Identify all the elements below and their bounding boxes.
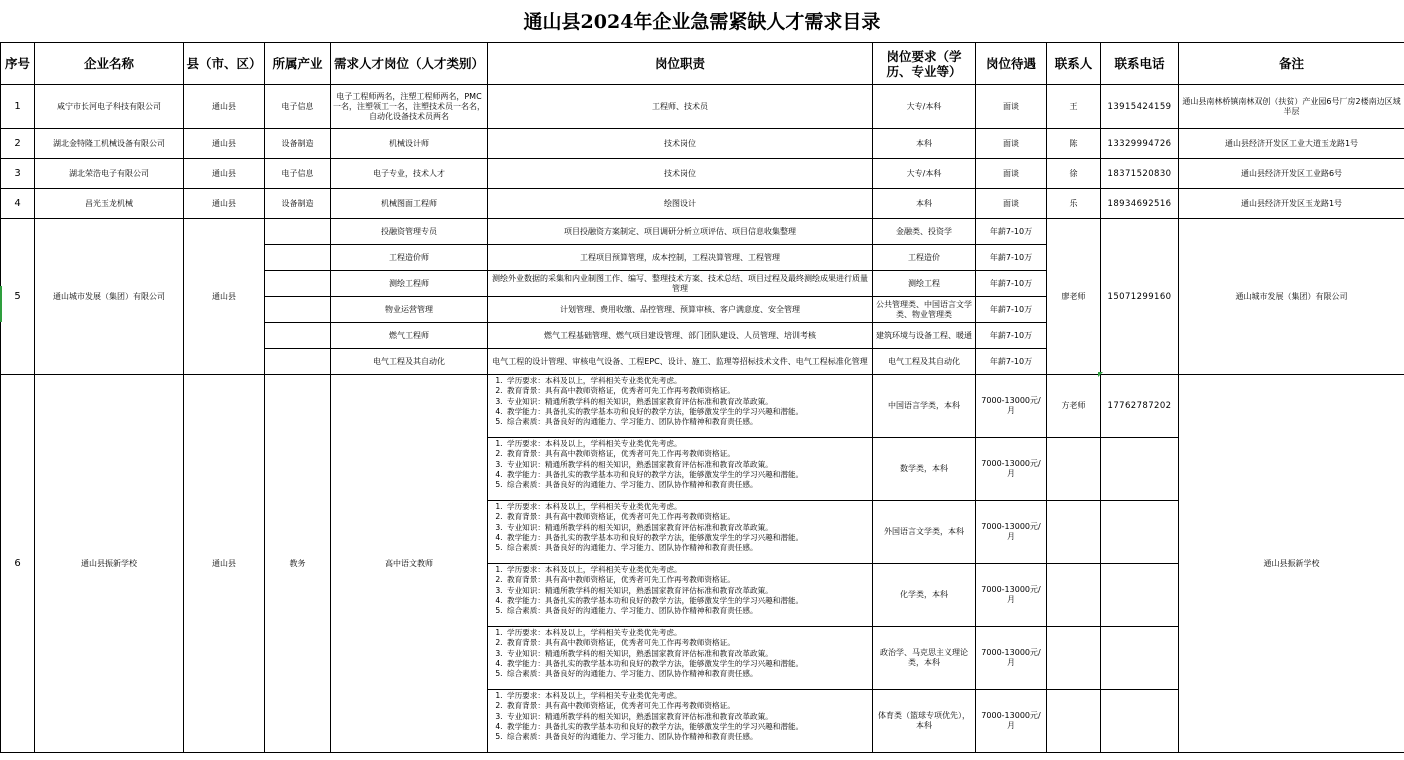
header-note: 备注 bbox=[1179, 43, 1404, 85]
duty-item: 3. 专业知识：精通所教学科的相关知识，熟悉国家教育评估标准和教育改革政策。 bbox=[505, 649, 869, 659]
duty-item: 4. 教学能力：具备扎实的教学基本功和良好的教学方法，能够激发学生的学习兴趣和潜能。 bbox=[505, 722, 869, 732]
table-row bbox=[1, 189, 1404, 219]
cell-requirement: 金融类、投资学 bbox=[873, 219, 976, 245]
cell-contact: 方老师 bbox=[1047, 375, 1101, 438]
table-row bbox=[1, 159, 1404, 189]
cell-duty bbox=[488, 564, 873, 627]
cell-duty: 技术岗位 bbox=[488, 159, 873, 189]
cell-company: 通山城市发展（集团）有限公司 bbox=[35, 219, 184, 375]
cell-position: 投融资管理专员 bbox=[331, 219, 488, 245]
header-requirement: 岗位要求（学历、专业等） bbox=[873, 43, 976, 85]
cell-requirement: 电气工程及其自动化 bbox=[873, 349, 976, 375]
cell-salary: 年薪7-10万 bbox=[976, 271, 1047, 297]
cell-seq: 5 bbox=[1, 219, 35, 375]
cell-contact: 乐 bbox=[1047, 189, 1101, 219]
cell-industry bbox=[265, 219, 331, 245]
cell-contact bbox=[1047, 690, 1101, 753]
duty-item: 1. 学历要求：本科及以上，学科相关专业类优先考虑。 bbox=[505, 376, 869, 386]
duty-item: 3. 专业知识：精通所教学科的相关知识，熟悉国家教育评估标准和教育改革政策。 bbox=[505, 523, 869, 533]
cell-contact: 王 bbox=[1047, 85, 1101, 129]
cell-county: 通山县 bbox=[184, 85, 265, 129]
cell-duty: 计划管理、费用收缴、品控管理、预算审核、客户满意度、安全管理 bbox=[488, 297, 873, 323]
duty-item: 1. 学历要求：本科及以上，学科相关专业类优先考虑。 bbox=[505, 502, 869, 512]
cell-contact bbox=[1047, 564, 1101, 627]
cell-note: 通山县南林桥镇南林双创（扶贫）产业园6号厂房2楼南边区域半层 bbox=[1179, 85, 1404, 129]
cell-contact: 徐 bbox=[1047, 159, 1101, 189]
cell-seq: 1 bbox=[1, 85, 35, 129]
duty-item: 1. 学历要求：本科及以上，学科相关专业类优先考虑。 bbox=[505, 691, 869, 701]
sheet-title: 通山县2024年企业急需紧缺人才需求目录 bbox=[523, 11, 881, 33]
cell-county: 通山县 bbox=[184, 375, 265, 753]
cell-requirement: 大专/本科 bbox=[873, 159, 976, 189]
cell-requirement: 本科 bbox=[873, 129, 976, 159]
duty-item: 5. 综合素质：具备良好的沟通能力、学习能力、团队协作精神和教育责任感。 bbox=[505, 606, 869, 616]
duty-item: 3. 专业知识：精通所教学科的相关知识，熟悉国家教育评估标准和教育改革政策。 bbox=[505, 586, 869, 596]
cell-duty: 测绘外业数据的采集和内业制图工作、编写、整理技术方案、技术总结、项目过程及最终测绘成果进行质量管理 bbox=[488, 271, 873, 297]
cell-company: 咸宁市长河电子科技有限公司 bbox=[35, 85, 184, 129]
table-row bbox=[1, 375, 1404, 438]
cell-industry bbox=[265, 323, 331, 349]
duty-item: 2. 教育背景：具有高中教师资格证，优秀者可先工作再考教师资格证。 bbox=[505, 449, 869, 459]
cell-note: 通山城市发展（集团）有限公司 bbox=[1179, 219, 1404, 375]
duty-item: 2. 教育背景：具有高中教师资格证，优秀者可先工作再考教师资格证。 bbox=[505, 386, 869, 396]
cell-requirement: 数学类，本科 bbox=[873, 438, 976, 501]
cell-duty bbox=[488, 501, 873, 564]
cell-salary: 年薪7-10万 bbox=[976, 297, 1047, 323]
cell-note: 通山县振新学校 bbox=[1179, 375, 1404, 753]
header-seq: 序号 bbox=[1, 43, 35, 85]
duty-item: 4. 教学能力：具备扎实的教学基本功和良好的教学方法，能够激发学生的学习兴趣和潜能。 bbox=[505, 470, 869, 480]
cell-company: 湖北荣浩电子有限公司 bbox=[35, 159, 184, 189]
cell-position: 测绘工程师 bbox=[331, 271, 488, 297]
cell-salary: 面谈 bbox=[976, 159, 1047, 189]
duty-item: 3. 专业知识：精通所教学科的相关知识，熟悉国家教育评估标准和教育改革政策。 bbox=[505, 397, 869, 407]
cell-industry bbox=[265, 297, 331, 323]
cell-salary: 7000-13000元/月 bbox=[976, 564, 1047, 627]
cell-contact bbox=[1047, 501, 1101, 564]
cell-phone bbox=[1101, 690, 1179, 753]
cell-salary: 年薪7-10万 bbox=[976, 219, 1047, 245]
cell-company: 通山县振新学校 bbox=[35, 375, 184, 753]
table-row bbox=[1, 129, 1404, 159]
cell-requirement: 本科 bbox=[873, 189, 976, 219]
cell-industry: 设备制造 bbox=[265, 189, 331, 219]
cell-salary: 7000-13000元/月 bbox=[976, 627, 1047, 690]
cell-salary: 面谈 bbox=[976, 189, 1047, 219]
cell-contact bbox=[1047, 438, 1101, 501]
duty-item: 1. 学历要求：本科及以上，学科相关专业类优先考虑。 bbox=[505, 628, 869, 638]
talent-table bbox=[0, 42, 1404, 753]
cell-industry: 教务 bbox=[265, 375, 331, 753]
duty-item: 4. 教学能力：具备扎实的教学基本功和良好的教学方法，能够激发学生的学习兴趣和潜能。 bbox=[505, 533, 869, 543]
duty-item: 5. 综合素质：具备良好的沟通能力、学习能力、团队协作精神和教育责任感。 bbox=[505, 480, 869, 490]
cell-county: 通山县 bbox=[184, 189, 265, 219]
duty-item: 3. 专业知识：精通所教学科的相关知识，熟悉国家教育评估标准和教育改革政策。 bbox=[505, 712, 869, 722]
cell-duty bbox=[488, 690, 873, 753]
cell-salary: 7000-13000元/月 bbox=[976, 501, 1047, 564]
row-edge-marker bbox=[0, 286, 2, 322]
cell-position: 燃气工程师 bbox=[331, 323, 488, 349]
cell-salary: 年薪7-10万 bbox=[976, 245, 1047, 271]
cell-phone: 13915424159 bbox=[1101, 85, 1179, 129]
cell-salary: 年薪7-10万 bbox=[976, 323, 1047, 349]
duty-item: 1. 学历要求：本科及以上，学科相关专业类优先考虑。 bbox=[505, 565, 869, 575]
table-row bbox=[1, 85, 1404, 129]
header-row bbox=[1, 43, 1404, 85]
cell-duty: 技术岗位 bbox=[488, 129, 873, 159]
cell-position: 工程造价师 bbox=[331, 245, 488, 271]
cell-county: 通山县 bbox=[184, 219, 265, 375]
cell-requirement: 大专/本科 bbox=[873, 85, 976, 129]
duty-item: 4. 教学能力：具备扎实的教学基本功和良好的教学方法，能够激发学生的学习兴趣和潜能。 bbox=[505, 659, 869, 669]
header-position: 需求人才岗位（人才类别） bbox=[331, 43, 488, 85]
cell-county: 通山县 bbox=[184, 159, 265, 189]
cell-position: 电子专业，技术人才 bbox=[331, 159, 488, 189]
cell-requirement: 工程造价 bbox=[873, 245, 976, 271]
duty-item: 2. 教育背景：具有高中教师资格证，优秀者可先工作再考教师资格证。 bbox=[505, 701, 869, 711]
duty-item: 1. 学历要求：本科及以上，学科相关专业类优先考虑。 bbox=[505, 439, 869, 449]
cell-industry bbox=[265, 245, 331, 271]
cell-requirement: 政治学、马克思主义理论类，本科 bbox=[873, 627, 976, 690]
cell-salary: 面谈 bbox=[976, 129, 1047, 159]
duty-item: 5. 综合素质：具备良好的沟通能力、学习能力、团队协作精神和教育责任感。 bbox=[505, 732, 869, 742]
cell-position: 电气工程及其自动化 bbox=[331, 349, 488, 375]
cell-industry bbox=[265, 271, 331, 297]
duty-item: 5. 综合素质：具备良好的沟通能力、学习能力、团队协作精神和教育责任感。 bbox=[505, 417, 869, 427]
cell-salary: 年薪7-10万 bbox=[976, 349, 1047, 375]
cell-company: 昌光玉龙机械 bbox=[35, 189, 184, 219]
table-row bbox=[1, 219, 1404, 245]
cell-phone: 13329994726 bbox=[1101, 129, 1179, 159]
cell-salary: 面谈 bbox=[976, 85, 1047, 129]
cell-phone bbox=[1101, 438, 1179, 501]
duty-item: 3. 专业知识：精通所教学科的相关知识，熟悉国家教育评估标准和教育改革政策。 bbox=[505, 460, 869, 470]
duty-item: 4. 教学能力：具备扎实的教学基本功和良好的教学方法，能够激发学生的学习兴趣和潜能。 bbox=[505, 407, 869, 417]
cell-industry: 电子信息 bbox=[265, 85, 331, 129]
cell-industry: 电子信息 bbox=[265, 159, 331, 189]
cell-company: 湖北金特隆工机械设备有限公司 bbox=[35, 129, 184, 159]
header-contact: 联系人 bbox=[1047, 43, 1101, 85]
comment-indicator bbox=[1098, 372, 1103, 377]
cell-phone: 18934692516 bbox=[1101, 189, 1179, 219]
cell-industry: 设备制造 bbox=[265, 129, 331, 159]
header-company: 企业名称 bbox=[35, 43, 184, 85]
header-industry: 所属产业 bbox=[265, 43, 331, 85]
cell-requirement: 化学类，本科 bbox=[873, 564, 976, 627]
header-county: 县（市、区） bbox=[184, 43, 265, 85]
header-salary: 岗位待遇 bbox=[976, 43, 1047, 85]
cell-contact: 陈 bbox=[1047, 129, 1101, 159]
cell-position: 机械图面工程师 bbox=[331, 189, 488, 219]
cell-note: 通山县经济开发区工业大道玉龙路1号 bbox=[1179, 129, 1404, 159]
duty-item: 4. 教学能力：具备扎实的教学基本功和良好的教学方法，能够激发学生的学习兴趣和潜能。 bbox=[505, 596, 869, 606]
cell-phone: 18371520830 bbox=[1101, 159, 1179, 189]
cell-duty: 燃气工程基础管理、燃气项目建设管理、部门团队建设、人员管理、培训考核 bbox=[488, 323, 873, 349]
cell-requirement: 中国语言学类，本科 bbox=[873, 375, 976, 438]
cell-position: 电子工程师两名，注塑工程师两名，PMC一名，注塑领工一名，注塑技术员一名名，自动化设备技术员两名 bbox=[331, 85, 488, 129]
duty-item: 2. 教育背景：具有高中教师资格证，优秀者可先工作再考教师资格证。 bbox=[505, 575, 869, 585]
cell-requirement: 公共管理类、中国语言文学类、物业管理类 bbox=[873, 297, 976, 323]
cell-seq: 6 bbox=[1, 375, 35, 753]
cell-phone bbox=[1101, 564, 1179, 627]
cell-salary: 7000-13000元/月 bbox=[976, 438, 1047, 501]
cell-contact bbox=[1047, 627, 1101, 690]
header-duty: 岗位职责 bbox=[488, 43, 873, 85]
cell-note: 通山县经济开发区玉龙路1号 bbox=[1179, 189, 1404, 219]
cell-phone bbox=[1101, 501, 1179, 564]
cell-position: 高中语文教师 bbox=[331, 375, 488, 753]
cell-duty: 绘图设计 bbox=[488, 189, 873, 219]
cell-phone: 17762787202 bbox=[1101, 375, 1179, 438]
cell-position: 物业运营管理 bbox=[331, 297, 488, 323]
cell-phone: 15071299160 bbox=[1101, 219, 1179, 375]
cell-salary: 7000-13000元/月 bbox=[976, 375, 1047, 438]
cell-requirement: 测绘工程 bbox=[873, 271, 976, 297]
cell-seq: 3 bbox=[1, 159, 35, 189]
cell-duty: 工程师、技术员 bbox=[488, 85, 873, 129]
cell-requirement: 外国语言文学类，本科 bbox=[873, 501, 976, 564]
header-phone: 联系电话 bbox=[1101, 43, 1179, 85]
cell-requirement: 体育类（篮球专项优先），本科 bbox=[873, 690, 976, 753]
cell-industry bbox=[265, 349, 331, 375]
cell-duty bbox=[488, 438, 873, 501]
cell-position: 机械设计师 bbox=[331, 129, 488, 159]
duty-item: 5. 综合素质：具备良好的沟通能力、学习能力、团队协作精神和教育责任感。 bbox=[505, 543, 869, 553]
cell-phone bbox=[1101, 627, 1179, 690]
cell-duty: 项目投融资方案制定、项目调研分析立项评估、项目信息收集整理 bbox=[488, 219, 873, 245]
cell-county: 通山县 bbox=[184, 129, 265, 159]
cell-salary: 7000-13000元/月 bbox=[976, 690, 1047, 753]
duty-item: 2. 教育背景：具有高中教师资格证，优秀者可先工作再考教师资格证。 bbox=[505, 638, 869, 648]
cell-seq: 4 bbox=[1, 189, 35, 219]
duty-item: 2. 教育背景：具有高中教师资格证，优秀者可先工作再考教师资格证。 bbox=[505, 512, 869, 522]
cell-note: 通山县经济开发区工业路6号 bbox=[1179, 159, 1404, 189]
cell-duty bbox=[488, 627, 873, 690]
cell-duty bbox=[488, 375, 873, 438]
cell-contact: 廖老师 bbox=[1047, 219, 1101, 375]
duty-item: 5. 综合素质：具备良好的沟通能力、学习能力、团队协作精神和教育责任感。 bbox=[505, 669, 869, 679]
cell-requirement: 建筑环境与设备工程、暖通 bbox=[873, 323, 976, 349]
cell-seq: 2 bbox=[1, 129, 35, 159]
cell-duty: 工程项目预算管理，成本控制，工程决算管理、工程管理 bbox=[488, 245, 873, 271]
cell-duty: 电气工程的设计管理、审核电气设备、工程EPC、设计、施工、监理等招标技术文件、电气工程标准化管理 bbox=[488, 349, 873, 375]
